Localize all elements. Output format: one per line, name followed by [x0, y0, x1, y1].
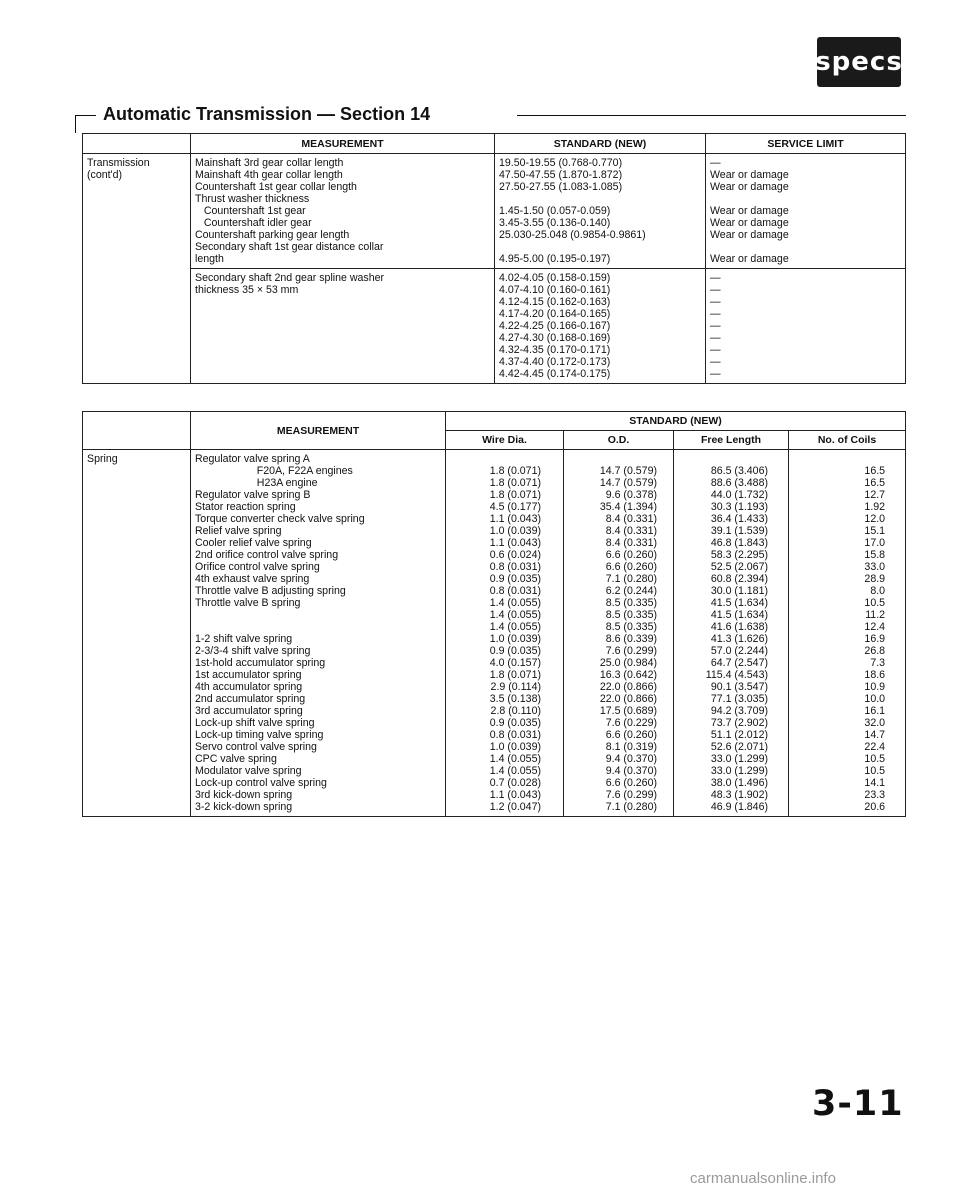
coils-value: 16.5	[864, 477, 886, 489]
od-value: 7.1 (0.280)	[605, 801, 657, 813]
free-length-value: 60.8 (2.394)	[710, 573, 768, 585]
service-limit-value: —	[710, 344, 721, 356]
coils-value: 10.0	[864, 693, 886, 705]
od-value: 6.6 (0.260)	[605, 561, 657, 573]
spring-name: 3-2 kick-down spring	[195, 801, 293, 813]
wire-dia-value: 1.8 (0.071)	[489, 489, 541, 501]
free-length-value: 41.6 (1.638)	[710, 621, 768, 633]
spring-measurement-column	[191, 450, 446, 817]
coils-value: 8.0	[870, 585, 886, 597]
coils-value: 18.6	[864, 669, 886, 681]
coils-value: 16.5	[864, 465, 886, 477]
service-limit-value: —	[710, 356, 721, 368]
section-title-bar	[75, 104, 906, 128]
group-label-line: (cont'd)	[87, 169, 122, 181]
standard-value	[499, 193, 701, 205]
wire-dia-value: 1.0 (0.039)	[489, 525, 541, 537]
spring-name: Cooler relief valve spring	[195, 537, 312, 549]
od-value: 16.3 (0.642)	[599, 669, 657, 681]
page-number: 3-11	[812, 1084, 904, 1124]
od-value: 9.4 (0.370)	[605, 753, 657, 765]
standard-value: 4.07-4.10 (0.160-0.161)	[499, 284, 611, 296]
free-length-value	[678, 453, 768, 465]
free-length-value: 30.3 (1.193)	[710, 501, 768, 513]
wire-dia-value: 1.4 (0.055)	[489, 765, 541, 777]
coils-value: 28.9	[864, 573, 886, 585]
block1-measurement	[191, 154, 495, 269]
od-value: 7.1 (0.280)	[605, 573, 657, 585]
measurement-item: Secondary shaft 2nd gear spline washer	[195, 272, 385, 284]
wire-dia-value: 1.0 (0.039)	[489, 633, 541, 645]
standard-value: 27.50-27.55 (1.083-1.085)	[499, 181, 623, 193]
wire-dia-value: 2.8 (0.110)	[490, 705, 541, 717]
group-header-blank	[83, 412, 191, 450]
wire-dia-value: 0.9 (0.035)	[489, 573, 541, 585]
coils-value: 12.4	[864, 621, 886, 633]
spring-name: Throttle valve B adjusting spring	[195, 585, 346, 597]
coils-value: 1.92	[864, 501, 886, 513]
group-label-line: Transmission	[87, 157, 150, 169]
coils-value: 10.9	[864, 681, 886, 693]
wire-dia-value: 0.8 (0.031)	[489, 561, 541, 573]
wire-dia-value: 0.7 (0.028)	[489, 777, 541, 789]
spring-name: 3rd kick-down spring	[195, 789, 293, 801]
measurement-item: Countershaft idler gear	[195, 217, 312, 229]
coils-value: 22.4	[864, 741, 886, 753]
spring-name: 4th accumulator spring	[195, 681, 303, 693]
spring-name: CPC valve spring	[195, 753, 277, 765]
standard-value: 4.17-4.20 (0.164-0.165)	[499, 308, 611, 320]
wire-dia-value: 1.4 (0.055)	[489, 621, 541, 633]
transmission-spec-table	[82, 133, 906, 384]
spring-spec-table	[82, 411, 906, 817]
wire-dia-value: 1.1 (0.043)	[489, 513, 541, 525]
od-value: 6.6 (0.260)	[605, 777, 657, 789]
od-value: 8.4 (0.331)	[605, 537, 657, 549]
free-length-value: 41.5 (1.634)	[710, 609, 768, 621]
od-value: 7.6 (0.299)	[605, 789, 657, 801]
coils-value: 32.0	[864, 717, 886, 729]
title-rule-right	[517, 115, 906, 116]
spring-name: Regulator valve spring B	[195, 489, 311, 501]
spring-name: Lock-up shift valve spring	[195, 717, 315, 729]
wire-dia-value: 4.0 (0.157)	[489, 657, 541, 669]
specs-badge: specs	[817, 37, 901, 87]
wire-dia-value: 1.4 (0.055)	[489, 597, 541, 609]
coils-value: 26.8	[864, 645, 886, 657]
spring-name: Stator reaction spring	[195, 501, 296, 513]
wire-dia-value: 0.6 (0.024)	[489, 549, 541, 561]
section-title: Automatic Transmission — Section 14	[103, 104, 431, 124]
standard-header: STANDARD (NEW)	[495, 134, 706, 154]
coils-value: 17.0	[864, 537, 886, 549]
coils-value: 14.1	[864, 777, 886, 789]
service-limit-value: Wear or damage	[710, 229, 789, 241]
coils-header: No. of Coils	[789, 431, 906, 450]
wire-dia-value	[450, 453, 541, 465]
od-value: 8.4 (0.331)	[605, 513, 657, 525]
coils-value: 10.5	[864, 765, 886, 777]
od-value: 8.6 (0.339)	[605, 633, 657, 645]
measurement-header: MEASUREMENT	[191, 412, 446, 450]
standard-value: 4.12-4.15 (0.162-0.163)	[499, 296, 611, 308]
wire-dia-value: 1.2 (0.047)	[489, 801, 541, 813]
od-value: 8.4 (0.331)	[605, 525, 657, 537]
standard-value: 4.37-4.40 (0.172-0.173)	[499, 356, 611, 368]
free-length-value: 33.0 (1.299)	[710, 765, 768, 777]
measurement-item: Mainshaft 4th gear collar length	[195, 169, 343, 181]
coils-value: 15.8	[864, 549, 886, 561]
title-rule-left-tick	[75, 115, 76, 133]
measurement-item: Secondary shaft 1st gear distance collar	[195, 241, 384, 253]
standard-value: 4.32-4.35 (0.170-0.171)	[499, 344, 611, 356]
free-length-value: 86.5 (3.406)	[710, 465, 768, 477]
spring-name: 2nd orifice control valve spring	[195, 549, 339, 561]
free-length-header: Free Length	[674, 431, 789, 450]
wire-dia-value: 1.8 (0.071)	[489, 465, 541, 477]
service-limit-value: Wear or damage	[710, 217, 789, 229]
free-length-value: 51.1 (2.012)	[710, 729, 768, 741]
wire-dia-value: 1.1 (0.043)	[489, 789, 541, 801]
spring-name: 1st-hold accumulator spring	[195, 657, 326, 669]
free-length-value: 33.0 (1.299)	[710, 753, 768, 765]
group-header-blank	[83, 134, 191, 154]
wire-dia-value: 0.9 (0.035)	[489, 645, 541, 657]
standard-value: 4.27-4.30 (0.168-0.169)	[499, 332, 611, 344]
wire-dia-header: Wire Dia.	[446, 431, 564, 450]
free-length-value: 30.0 (1.181)	[710, 585, 768, 597]
wire-dia-value: 1.4 (0.055)	[489, 609, 541, 621]
free-length-value: 38.0 (1.496)	[710, 777, 768, 789]
standard-value: 4.02-4.05 (0.158-0.159)	[499, 272, 611, 284]
od-value: 8.5 (0.335)	[605, 597, 657, 609]
free-length-value: 48.3 (1.902)	[710, 789, 768, 801]
standard-value: 19.50-19.55 (0.768-0.770)	[499, 157, 623, 169]
block2-measurement	[191, 269, 495, 384]
spring-name: Lock-up control valve spring	[195, 777, 327, 789]
coils-value: 15.1	[864, 525, 886, 537]
coils-value: 33.0	[864, 561, 886, 573]
free-length-value: 46.9 (1.846)	[710, 801, 768, 813]
spring-name: H23A engine	[195, 477, 318, 489]
spring-name: 2nd accumulator spring	[195, 693, 306, 705]
spring-name: Regulator valve spring A	[195, 453, 310, 465]
standard-value: 4.42-4.45 (0.174-0.175)	[499, 368, 611, 380]
od-value	[568, 453, 657, 465]
od-column	[564, 450, 674, 817]
coils-value: 10.5	[864, 753, 886, 765]
free-length-value: 41.5 (1.634)	[710, 597, 768, 609]
standard-value: 1.45-1.50 (0.057-0.059)	[499, 205, 611, 217]
service-limit-value: —	[710, 320, 721, 332]
od-value: 9.4 (0.370)	[605, 765, 657, 777]
coils-value: 23.3	[864, 789, 886, 801]
free-length-value: 44.0 (1.732)	[710, 489, 768, 501]
service-limit-value: —	[710, 272, 721, 284]
spring-name: Lock-up timing valve spring	[195, 729, 324, 741]
service-limit-value: Wear or damage	[710, 253, 789, 265]
standard-header: STANDARD (NEW)	[446, 412, 906, 431]
service-limit-value: —	[710, 284, 721, 296]
coils-column	[789, 450, 906, 817]
group-label-spring: Spring	[83, 450, 191, 817]
service-limit-value	[710, 193, 901, 205]
free-length-value: 73.7 (2.902)	[710, 717, 768, 729]
measurement-item: Countershaft 1st gear collar length	[195, 181, 357, 193]
block1-service	[706, 154, 906, 269]
spring-name	[195, 621, 441, 633]
block2-service	[706, 269, 906, 384]
coils-value: 12.7	[864, 489, 886, 501]
od-value: 35.4 (1.394)	[599, 501, 657, 513]
wire-dia-value: 4.5 (0.177)	[489, 501, 541, 513]
free-length-value: 90.1 (3.547)	[710, 681, 768, 693]
wire-dia-value: 2.9 (0.114)	[490, 681, 541, 693]
wire-dia-value: 1.0 (0.039)	[489, 741, 541, 753]
od-value: 9.6 (0.378)	[605, 489, 657, 501]
od-value: 6.6 (0.260)	[605, 729, 657, 741]
od-value: 17.5 (0.689)	[599, 705, 657, 717]
coils-value: 20.6	[864, 801, 886, 813]
od-value: 8.1 (0.319)	[605, 741, 657, 753]
standard-value: 25.030-25.048 (0.9854-0.9861)	[499, 229, 646, 241]
od-value: 22.0 (0.866)	[599, 693, 657, 705]
free-length-value: 58.3 (2.295)	[710, 549, 768, 561]
block2-standard	[495, 269, 706, 384]
od-value: 22.0 (0.866)	[599, 681, 657, 693]
od-value: 6.2 (0.244)	[605, 585, 657, 597]
measurement-header: MEASUREMENT	[191, 134, 495, 154]
spring-name: 1-2 shift valve spring	[195, 633, 293, 645]
free-length-value: 88.6 (3.488)	[710, 477, 768, 489]
wire-dia-value: 3.5 (0.138)	[489, 693, 541, 705]
spring-name: Modulator valve spring	[195, 765, 302, 777]
free-length-value: 39.1 (1.539)	[710, 525, 768, 537]
spring-name	[195, 609, 441, 621]
coils-value: 7.3	[870, 657, 886, 669]
free-length-value: 52.5 (2.067)	[710, 561, 768, 573]
free-length-column	[674, 450, 789, 817]
measurement-item: thickness 35 × 53 mm	[195, 284, 299, 296]
watermark: carmanualsonline.info	[690, 1170, 836, 1187]
od-value: 25.0 (0.984)	[599, 657, 657, 669]
free-length-value: 64.7 (2.547)	[710, 657, 768, 669]
od-value: 6.6 (0.260)	[605, 549, 657, 561]
service-limit-value	[710, 241, 901, 253]
block1-standard	[495, 154, 706, 269]
free-length-value: 46.8 (1.843)	[710, 537, 768, 549]
standard-value: 47.50-47.55 (1.870-1.872)	[499, 169, 623, 181]
free-length-value: 41.3 (1.626)	[710, 633, 768, 645]
standard-value: 3.45-3.55 (0.136-0.140)	[499, 217, 611, 229]
wire-dia-value: 1.1 (0.043)	[489, 537, 541, 549]
spring-name: 1st accumulator spring	[195, 669, 302, 681]
free-length-value: 52.6 (2.071)	[710, 741, 768, 753]
od-value: 7.6 (0.229)	[605, 717, 657, 729]
standard-value: 4.95-5.00 (0.195-0.197)	[499, 253, 611, 265]
measurement-item: Mainshaft 3rd gear collar length	[195, 157, 344, 169]
spring-name: 4th exhaust valve spring	[195, 573, 310, 585]
od-value: 14.7 (0.579)	[599, 477, 657, 489]
service-limit-header: SERVICE LIMIT	[706, 134, 906, 154]
wire-dia-value: 1.8 (0.071)	[489, 477, 541, 489]
spring-name: Servo control valve spring	[195, 741, 317, 753]
standard-value	[499, 241, 701, 253]
free-length-value: 115.4 (4.543)	[705, 669, 768, 681]
measurement-item: Thrust washer thickness	[195, 193, 310, 205]
wire-dia-column	[446, 450, 564, 817]
od-header: O.D.	[564, 431, 674, 450]
service-limit-value: Wear or damage	[710, 181, 789, 193]
od-value: 8.5 (0.335)	[605, 609, 657, 621]
coils-value: 16.1	[864, 705, 886, 717]
title-rule-left	[75, 115, 96, 116]
group-label-transmission	[83, 154, 191, 384]
service-limit-value: —	[710, 157, 721, 169]
measurement-item: length	[195, 253, 224, 265]
free-length-value: 36.4 (1.433)	[710, 513, 768, 525]
od-value: 14.7 (0.579)	[599, 465, 657, 477]
wire-dia-value: 1.4 (0.055)	[489, 753, 541, 765]
coils-value: 10.5	[864, 597, 886, 609]
od-value: 7.6 (0.299)	[605, 645, 657, 657]
spring-name: Throttle valve B spring	[195, 597, 301, 609]
service-limit-value: —	[710, 296, 721, 308]
spring-name: 2-3/3-4 shift valve spring	[195, 645, 311, 657]
measurement-item: Countershaft 1st gear	[195, 205, 306, 217]
coils-value: 11.2	[865, 609, 886, 621]
wire-dia-value: 1.8 (0.071)	[489, 669, 541, 681]
coils-value	[793, 453, 885, 465]
spring-name: Orifice control valve spring	[195, 561, 320, 573]
standard-value: 4.22-4.25 (0.166-0.167)	[499, 320, 611, 332]
od-value: 8.5 (0.335)	[605, 621, 657, 633]
service-limit-value: Wear or damage	[710, 205, 789, 217]
measurement-item: Countershaft parking gear length	[195, 229, 350, 241]
coils-value: 14.7	[864, 729, 886, 741]
spring-name: F20A, F22A engines	[195, 465, 353, 477]
spring-name: 3rd accumulator spring	[195, 705, 303, 717]
spring-name: Torque converter check valve spring	[195, 513, 365, 525]
service-limit-value: Wear or damage	[710, 169, 789, 181]
service-limit-value: —	[710, 368, 721, 380]
service-limit-value: —	[710, 332, 721, 344]
coils-value: 16.9	[864, 633, 886, 645]
free-length-value: 77.1 (3.035)	[710, 693, 768, 705]
free-length-value: 57.0 (2.244)	[710, 645, 768, 657]
coils-value: 12.0	[864, 513, 886, 525]
free-length-value: 94.2 (3.709)	[710, 705, 768, 717]
spring-name: Relief valve spring	[195, 525, 282, 537]
wire-dia-value: 0.8 (0.031)	[489, 585, 541, 597]
wire-dia-value: 0.9 (0.035)	[489, 717, 541, 729]
service-limit-value: —	[710, 308, 721, 320]
wire-dia-value: 0.8 (0.031)	[489, 729, 541, 741]
